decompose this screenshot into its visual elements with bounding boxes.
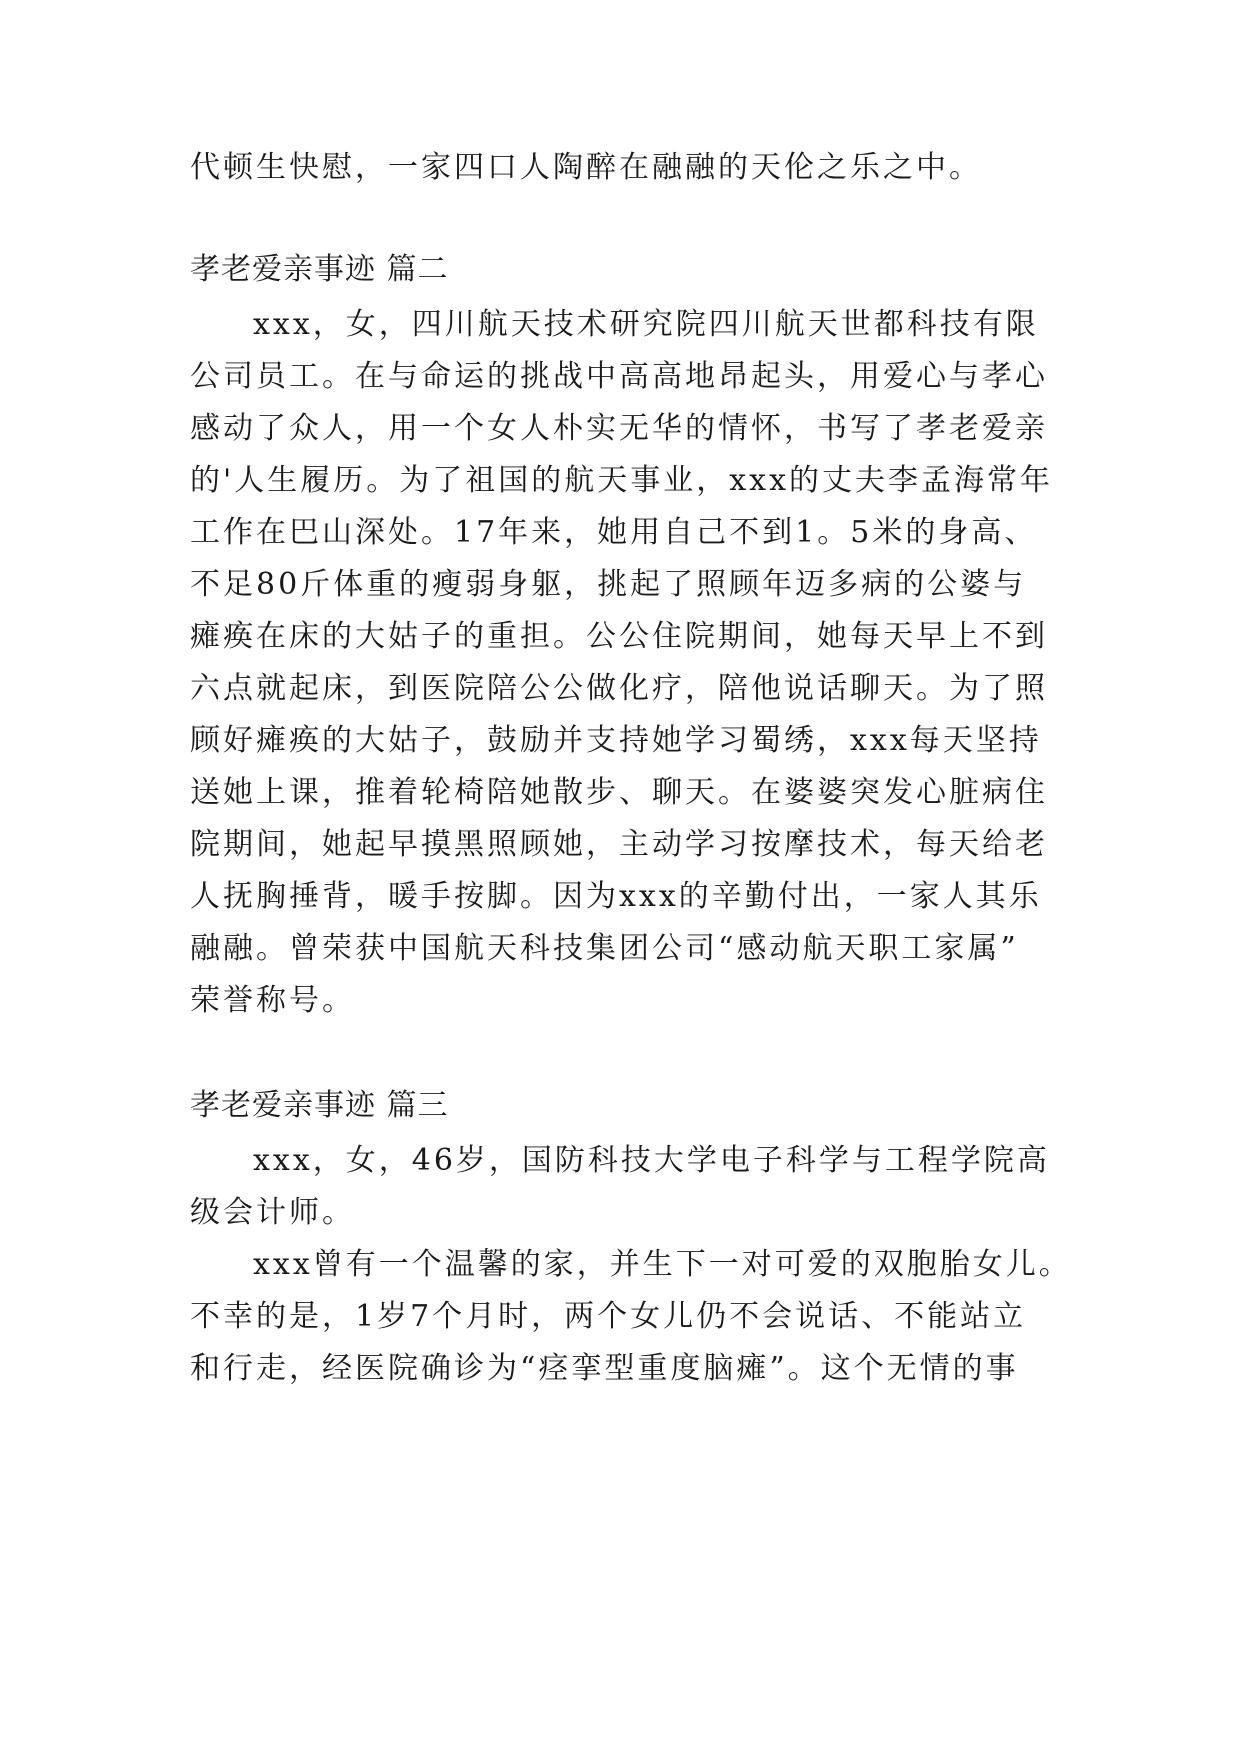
- paragraph-line: 感动了众人，用一个女人朴实无华的情怀，书写了孝老爱亲: [190, 411, 1048, 446]
- paragraph-line: 院期间，她起早摸黑照顾她，主动学习按摩技术，每天给老: [190, 827, 1048, 862]
- paragraph-line: 荣誉称号。: [190, 983, 355, 1018]
- paragraph-line: 六点就起床，到医院陪公公做化疗，陪他说话聊天。为了照: [190, 671, 1048, 706]
- paragraph-line: 级会计师。: [190, 1195, 355, 1230]
- paragraph-line: 代顿生快慰，一家四口人陶醉在融融的天伦之乐之中。: [190, 150, 982, 185]
- paragraph-line: 送她上课，推着轮椅陪她散步、聊天。在婆婆突发心脏病住: [190, 775, 1048, 810]
- paragraph-line: 融融。曾荣获中国航天科技集团公司“感动航天职工家属”: [190, 931, 1019, 966]
- section-heading-3: 孝老爱亲事迹 篇三: [190, 1088, 449, 1123]
- paragraph-line: xxx，女，46岁，国防科技大学电子科学与工程学院高: [253, 1143, 1050, 1178]
- paragraph-line: 不足80斤体重的瘦弱身躯，挑起了照顾年迈多病的公婆与: [190, 567, 1027, 602]
- paragraph-line: xxx，女，四川航天技术研究院四川航天世都科技有限: [253, 307, 1039, 342]
- paragraph-line: xxx曾有一个温馨的家，并生下一对可爱的双胞胎女儿。: [253, 1247, 1072, 1282]
- paragraph-line: 工作在巴山深处。17年来，她用自己不到1。5米的身高、: [190, 515, 1038, 550]
- paragraph-line: 和行走，经医院确诊为“痉挛型重度脑瘫”。这个无情的事: [190, 1351, 1019, 1386]
- paragraph-line: 瘫痪在床的大姑子的重担。公公住院期间，她每天早上不到: [190, 619, 1048, 654]
- paragraph-line: 人抚胸捶背，暖手按脚。因为xxx的辛勤付出，一家人其乐: [190, 879, 1042, 914]
- paragraph-line: 不幸的是，1岁7个月时，两个女儿仍不会说话、不能站立: [190, 1299, 1027, 1334]
- section-heading-2: 孝老爱亲事迹 篇二: [190, 252, 449, 287]
- paragraph-line: 公司员工。在与命运的挑战中高高地昂起头，用爱心与孝心: [190, 359, 1048, 394]
- paragraph-line: 顾好瘫痪的大姑子，鼓励并支持她学习蜀绣，xxx每天坚持: [190, 723, 1042, 758]
- paragraph-line: 的'人生履历。为了祖国的航天事业，xxx的丈夫李孟海常年: [190, 463, 1054, 498]
